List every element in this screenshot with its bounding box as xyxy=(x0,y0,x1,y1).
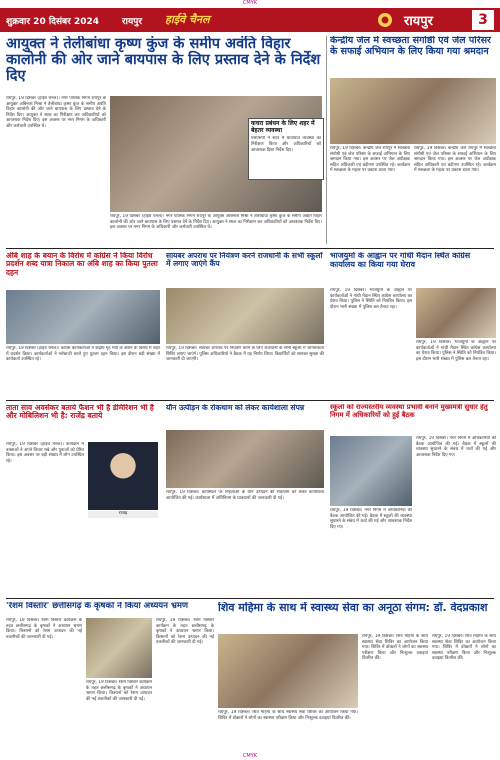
health-body-cont: रायपुर, 19 दिसंबर। शिव महिमा के साथ स्वास्थ्य सेवा शिविर का आयोजन किया गया। शिविर में डॉक्टरों ने लोगों का स्वास्थ्य परीक्षण किया और निःशुल्क दवाइयां वितरित कीं। xyxy=(432,634,496,662)
masthead xyxy=(0,8,500,32)
page-number: 3 xyxy=(472,10,494,30)
lead-body-cont: रायपुर, 19 दिसंबर (हाईवे चैनल)। नगर पालिक निगम रायपुर के आयुक्त अबिनाश मिश्रा ने तेलीबांधा कृष्ण कुंज के समीप अवंति विहार कालोनी की ओर जाने बायपास के लिए प्रस्ताव देने के निर्देश दिए। आयुक्त ने स्थल का निरीक्षण कर अधिकारियों को आवश्यक निर्देश दिए। इस अवसर पर नगर निगम के अधिकारी और कर्मचारी उपस्थित थे। xyxy=(110,214,322,231)
portrait-caption: राजेंद्र xyxy=(88,511,158,518)
lead-body: रायपुर, 19 दिसंबर (हाईवे चैनल)। नगर पालिक निगम रायपुर के आयुक्त अबिनाश मिश्रा ने तेलीबांधा कृष्ण कुंज के समीप अवंति विहार कालोनी की ओर जाने बायपास के लिए प्रस्ताव देने के निर्देश दिए। आयुक्त ने स्थल का निरीक्षण कर अधिकारियों को आवश्यक निर्देश दिए। इस अवसर पर नगर निगम के अधिकारी और कर्मचारी उपस्थित थे। xyxy=(6,96,106,129)
fashion-headline: ताता साव अवसेकर बताये फैशन भी है डेमिरिशन भी है और मोबिलिशन भी है: राजेंद्र बताये xyxy=(6,404,154,421)
silk-photo xyxy=(86,618,152,678)
bjym-body-cont: रायपुर, 19 दिसंबर। भाजयुमो के आह्वान पर कार्यकर्ताओं ने गांधी मैदान स्थित कांग्रेस कार्यालय का घेराव किया। पुलिस ने स्थिति को नियंत्रित किया। इस दौरान भारी संख्या में पुलिस बल तैनात रहा। xyxy=(416,340,496,362)
emblem-icon xyxy=(374,12,396,28)
registration-mark-top: CMYK xyxy=(242,0,258,6)
health-body-cont-2: रायपुर, 19 दिसंबर। शिव महिमा के साथ स्वास्थ्य सेवा शिविर का आयोजन किया गया। शिविर में डॉक्टरों ने लोगों का स्वास्थ्य परीक्षण किया और निःशुल्क दवाइयां वितरित कीं। xyxy=(218,710,358,721)
health-headline: शिव महिमा के साथ में स्वास्थ्य सेवा का अनूठा संगम: डॉ. वेदप्रकाश xyxy=(218,602,488,614)
issue-date: शुक्रवार 20 दिसंबर 2024 xyxy=(6,17,100,27)
meeting-body: रायपुर, 19 दिसंबर। नगर निगम में अधिकारियों की बैठक आयोजित की गई। बैठक में स्कूलों की व्यवस्था सुधारने के संबंध में चर्चा की गई और आवश्यक निर्देश दिए गए। xyxy=(416,436,496,458)
silk-body-cont-2: रायपुर, 19 दिसंबर। रेशम विस्तार कार्यक्रम के तहत छत्तीसगढ़ के कृषकों ने अध्ययन भ्रमण किया। किसानों को रेशम उत्पादन की नई तकनीकों की जानकारी दी गई। xyxy=(156,618,214,646)
lead-sidebar xyxy=(248,118,324,180)
edition-city: रायपुर xyxy=(122,17,143,27)
meeting-headline: स्कूलों को राज्यस्तरीय व्यवस्था प्रभावी बनाने मुख्यमंत्री सुधार हेतु निगम में अधिकारियों को हुई बैठक xyxy=(330,404,488,419)
jail-body: रायपुर, 19 दिसंबर। केन्द्रीय जेल रायपुर में स्वच्छता संगोष्ठी एवं जेल परिसर के सफाई अभियान के लिए श्रमदान किया गया। इस अवसर पर जेल अधीक्षक सहित अधिकारी एवं बंदीगण उपस्थित रहे। कार्यक्रम में स्वच्छता के महत्व पर प्रकाश डाला गया। xyxy=(330,146,410,174)
protest-body: रायपुर, 19 दिसंबर (हाईवे चैनल)। कांग्रेस कार्यकर्ताओं ने केंद्रीय गृह मंत्री के बयान के विरोध में शहर में प्रदर्शन किया। कार्यकर्ताओं ने नारेबाजी करते हुए पुतला दहन किया। इस दौरान बड़ी संख्या में कार्यकर्ता उपस्थित रहे। xyxy=(6,346,160,363)
section-divider-2 xyxy=(6,400,494,401)
jail-photo xyxy=(330,78,496,144)
jail-body-cont: रायपुर, 19 दिसंबर। केन्द्रीय जेल रायपुर में स्वच्छता संगोष्ठी एवं जेल परिसर के सफाई अभियान के लिए श्रमदान किया गया। इस अवसर पर जेल अधीक्षक सहित अधिकारी एवं बंदीगण उपस्थित रहे। कार्यक्रम में स्वच्छता के महत्व पर प्रकाश डाला गया। xyxy=(414,146,496,174)
silk-headline: 'रेशम विस्तार' छत्तीसगढ़ के कृषकों ने किया अध्ययन भ्रमण xyxy=(6,602,189,611)
cyber-body: रायपुर, 19 दिसंबर। सायबर अपराध पर नियंत्रण करने के लिए राजधानी के सभी स्कूलों में जागरूकता शिविर लगाए जाएंगे। पुलिस अधिकारियों ने बैठक में यह निर्णय लिया। विद्यार्थियों को सायबर सुरक्षा की जानकारी दी जाएगी। xyxy=(166,346,324,363)
lead-headline: आयुक्त ने तेलीबांधा कृष्ण कुंज के समीप अवंति विहार कालोनी की ओर जाने बायपास के लिए प्रस्ताव देने के निर्देश दिए xyxy=(6,36,321,85)
cyber-photo xyxy=(166,288,324,344)
bjym-photo xyxy=(416,288,496,338)
jail-headline: केन्द्रीय जेल में स्वच्छता संगोष्ठी एवं जेल परिसर के सफाई अभियान के लिए किया गया श्रमदान xyxy=(330,36,491,57)
silk-body-cont: रायपुर, 19 दिसंबर। रेशम विस्तार कार्यक्रम के तहत छत्तीसगढ़ के कृषकों ने अध्ययन भ्रमण किया। किसानों को रेशम उत्पादन की नई तकनीकों की जानकारी दी गई। xyxy=(86,680,152,702)
health-photo xyxy=(218,634,358,708)
silk-body: रायपुर, 19 दिसंबर। रेशम विस्तार कार्यक्रम के तहत छत्तीसगढ़ के कृषकों ने अध्ययन भ्रमण किया। किसानों को रेशम उत्पादन की नई तकनीकों की जानकारी दी गई। xyxy=(6,618,82,640)
meeting-photo xyxy=(330,436,412,506)
registration-mark-bottom: CMYK xyxy=(242,753,258,759)
protest-headline: अंबि शाह के बयान के विरोध में कांग्रेस ने किया विरोध प्रदर्शन शब्द यात्रा निकाल का अंबि शाह का किया पुतला दहन xyxy=(6,252,158,277)
protest-photo xyxy=(6,290,160,344)
section-divider xyxy=(6,248,494,249)
bjym-headline: भाजयुमो के आह्वान पर गांधी मैदान स्थित कांग्रेस कार्यालय का किया गया घेराव xyxy=(330,252,471,269)
section-city: रायपुर xyxy=(404,14,433,29)
bjym-body: रायपुर, 19 दिसंबर। भाजयुमो के आह्वान पर कार्यकर्ताओं ने गांधी मैदान स्थित कांग्रेस कार्यालय का घेराव किया। पुलिस ने स्थिति को नियंत्रित किया। इस दौरान भारी संख्या में पुलिस बल तैनात रहा। xyxy=(330,288,412,310)
workshop-headline: यौन उत्पीड़न के रोकथाम को लेकर कार्यशाला संपन्न xyxy=(166,404,305,412)
speaker-portrait xyxy=(88,442,158,510)
workshop-body: रायपुर, 19 दिसंबर। कार्यस्थल पर महिलाओं के यौन उत्पीड़न की रोकथाम को लेकर कार्यशाला आयोजित की गई। कार्यशाला में अधिनियम के प्रावधानों की जानकारी दी गई। xyxy=(166,490,324,501)
column-divider xyxy=(326,36,327,244)
section-divider-3 xyxy=(6,598,494,599)
lead-sidebar-body: एसएसपी ने शहर में यातायात व्यवस्था का निरीक्षण किया और अधिकारियों को आवश्यक दिशा निर्देश दिए। xyxy=(251,136,321,153)
brand-name: हाईवे चैनल xyxy=(165,13,210,26)
fashion-body: रायपुर, 19 दिसंबर (हाईवे चैनल)। कार्यक्रम में वक्ताओं ने अपने विचार रखे और युवाओं को प्रेरित किया। इस अवसर पर बड़ी संख्या में लोग उपस्थित रहे। xyxy=(6,442,84,464)
workshop-photo xyxy=(166,430,324,488)
health-body: रायपुर, 19 दिसंबर। शिव महिमा के साथ स्वास्थ्य सेवा शिविर का आयोजन किया गया। शिविर में डॉक्टरों ने लोगों का स्वास्थ्य परीक्षण किया और निःशुल्क दवाइयां वितरित कीं। xyxy=(362,634,428,662)
meeting-body-cont: रायपुर, 19 दिसंबर। नगर निगम में अधिकारियों की बैठक आयोजित की गई। बैठक में स्कूलों की व्यवस्था सुधारने के संबंध में चर्चा की गई और आवश्यक निर्देश दिए गए। xyxy=(330,508,412,530)
cyber-headline: सायबर अपराध पर नियंत्रण करने राजधानी के सभी स्कूलों में लगाए जाएंगे कैंप xyxy=(166,252,323,269)
lead-sidebar-title: कचरा प्रबंधन के लिए शहर में बेहतर व्यवस्था xyxy=(251,120,315,134)
